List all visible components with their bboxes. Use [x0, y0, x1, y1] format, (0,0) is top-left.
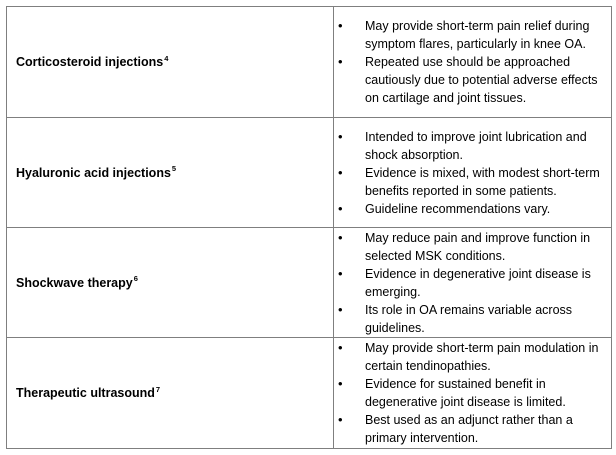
bullet-item: • May reduce pain and improve function in selected MSK conditions. [334, 229, 605, 265]
bullet-list [334, 229, 605, 337]
bullet-list [334, 339, 605, 447]
bullet-item: • Evidence is mixed, with modest short-term benefits reported in some patients. [334, 164, 605, 200]
bullet-item: • Evidence in degenerative joint disease is emerging. [334, 265, 605, 301]
bullet-item: • Intended to improve joint lubrication and shock absorption. [334, 128, 605, 164]
table-row [7, 118, 612, 228]
reference-superscript: 6 [133, 274, 138, 284]
reference-superscript: 4 [164, 53, 169, 63]
table-row [7, 228, 612, 338]
bullet-item: • May provide short-term pain modulation in certain tendinopathies. [334, 339, 605, 375]
treatment-notes-cell [334, 7, 612, 118]
reference-superscript: 7 [155, 384, 161, 394]
treatment-name: Therapeutic ultrasound [16, 386, 155, 400]
bullet-list [334, 128, 605, 218]
treatment-name: Hyaluronic acid injections [16, 165, 171, 180]
bullet-item: • Best used as an adjunct rather than a primary intervention. [334, 411, 605, 447]
bullet-item: • May provide short-term pain relief during symptom flares, particularly in knee OA. [334, 17, 605, 53]
treatment-name-cell [7, 7, 334, 118]
table-row [7, 7, 612, 118]
treatment-notes-cell [334, 228, 612, 338]
treatment-table [6, 6, 612, 449]
table-row [7, 338, 612, 449]
bullet-item: • Repeated use should be approached cautiously due to potential adverse effects on cartilage and joint tissues. [334, 53, 605, 107]
bullet-list [334, 17, 605, 107]
treatment-name-cell [7, 338, 334, 449]
treatment-notes-cell [334, 338, 612, 449]
treatment-name-cell [7, 118, 334, 228]
treatment-notes-cell [334, 118, 612, 228]
treatment-name: Shockwave therapy [16, 275, 133, 290]
bullet-item: • Its role in OA remains variable across guidelines. [334, 301, 605, 337]
bullet-item: • Guideline recommendations vary. [334, 200, 605, 218]
reference-superscript: 5 [171, 164, 177, 174]
treatment-name-cell [7, 228, 334, 338]
treatment-name: Corticosteroid injections [16, 55, 164, 69]
bullet-item: • Evidence for sustained benefit in degenerative joint disease is limited. [334, 375, 605, 411]
